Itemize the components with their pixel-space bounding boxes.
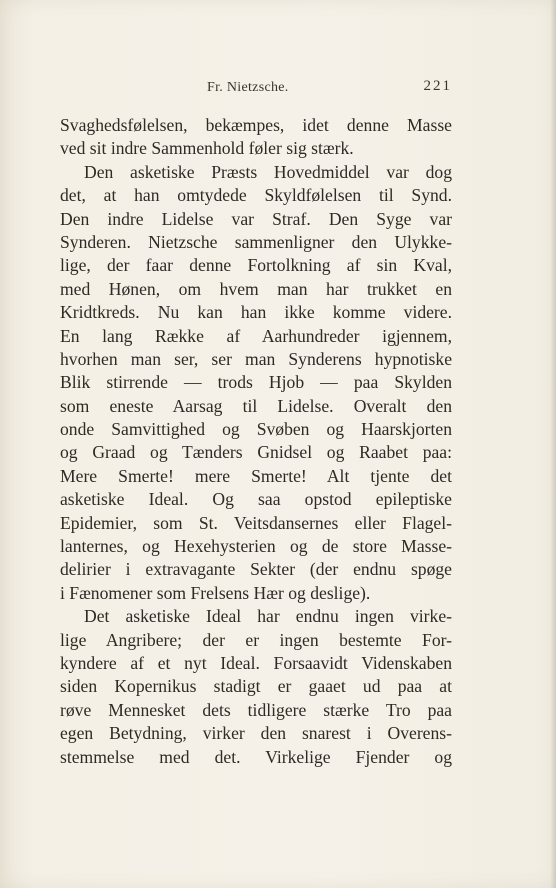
text-line: hvorhen man ser, ser man Synderens hypnotiske	[60, 348, 452, 369]
text-line: lanternes, og Hexehysterien og de store Masse-	[60, 536, 452, 557]
text-line: Det asketiske Ideal har endnu ingen virke-	[84, 606, 452, 627]
text-line: Den indre Lidelse var Straf. Den Syge var	[60, 208, 452, 229]
text-line: ved sit indre Sammenhold føler sig stærk.	[60, 138, 354, 159]
text-line: asketiske Ideal. Og saa opstod epileptiske	[60, 489, 452, 510]
text-line: lige Angribere; der er ingen bestemte For-	[60, 629, 452, 650]
text-line: som eneste Aarsag til Lidelse. Overalt den	[60, 395, 452, 416]
text-line: Synderen. Nietzsche sammenligner den Ulykke-	[60, 231, 452, 252]
text-line: i Fænomener som Frelsens Hær og deslige).	[60, 582, 371, 603]
text-line: Den asketiske Præsts Hovedmiddel var dog	[84, 161, 452, 182]
text-line: Blik stirrende — trods Hjob — paa Skylden	[60, 372, 452, 393]
page-number: 221	[423, 78, 452, 94]
text-line: røve Mennesket dets tidligere stærke Tro paa	[60, 699, 452, 720]
text-line: Kridtkreds. Nu kan han ikke komme videre.	[60, 302, 452, 323]
text-line: stemmelse med det. Virkelige Fjender og	[60, 746, 452, 767]
text-line: siden Kopernikus stadigt er gaaet ud paa at	[60, 676, 452, 697]
running-head	[60, 78, 452, 100]
text-line: det, at han omtydede Skyldfølelsen til Synd.	[60, 185, 452, 206]
text-line: delirier i extravagante Sekter (der endnu spøge	[60, 559, 452, 580]
text-line: lige, der faar denne Fortolkning af sin Kval,	[60, 255, 452, 276]
text-line: onde Samvittighed og Svøben og Haarskjorten	[60, 419, 452, 440]
page-edge-shadow	[550, 0, 556, 888]
text-line: Epidemier, som St. Veitsdansernes eller Flagel-	[60, 512, 452, 533]
text-line: egen Betydning, virker den snarest i Overens-	[60, 723, 452, 744]
running-head-author: Fr. Nietzsche.	[207, 80, 289, 95]
body-text	[60, 114, 452, 769]
text-line: Mere Smerte! mere Smerte! Alt tjente det	[60, 465, 452, 486]
text-line: Svaghedsfølelsen, bekæmpes, idet denne Masse	[60, 115, 452, 135]
text-line: kyndere af et nyt Ideal. Forsaavidt Videnskaben	[60, 652, 452, 673]
text-line: og Graad og Tænders Gnidsel og Raabet paa:	[60, 442, 452, 463]
text-line: En lang Række af Aarhundreder igjennem,	[60, 325, 452, 346]
text-line: med Hønen, om hvem man har trukket en	[60, 278, 452, 299]
